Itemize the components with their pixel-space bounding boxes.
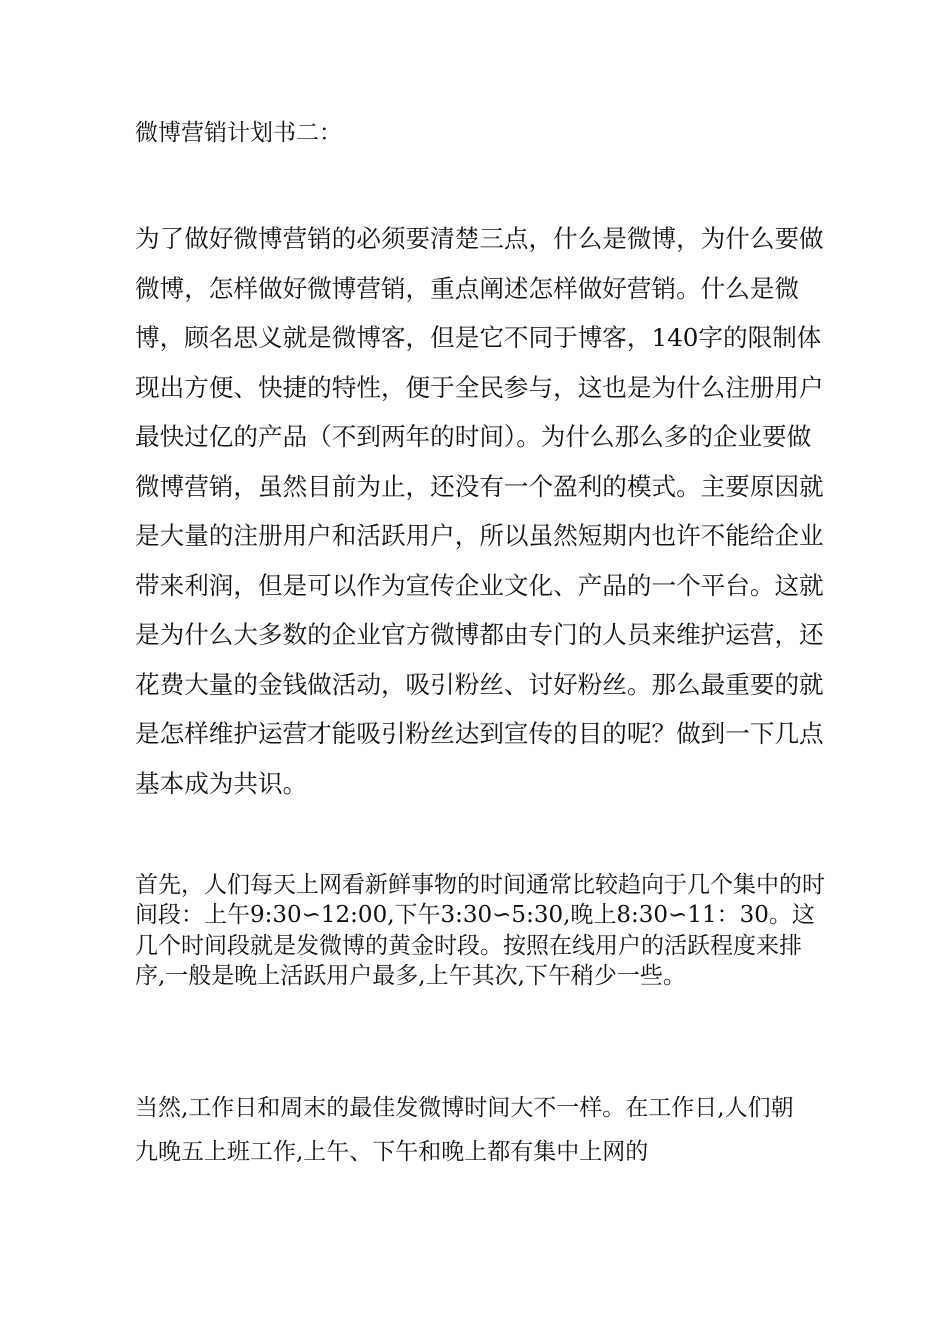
paragraph-intro: 为了做好微博营销的必须要清楚三点，什么是微博，为什么要做微博，怎样做好微博营销，重点阐述怎样做好营销。什么是微博，顾名思义就是微博客，但是它不同于博客，140字的限制体现出方便、快捷的特性，便于全民参与，这也是为什么注册用户最快过亿的产品（不到两年的时间）。为什么那么多的企业要做微博营销，虽然目前为止，还没有一个盈利的模式。主要原因就是大量的注册用户和活跃用户，所以虽然短期内也许不能给企业带来利润，但是可以作为宣传企业文化、产品的一个平台。这就是为什么大多数的企业官方微博都由专门的人员来维护运营，还花费大量的金钱做活动，吸引粉丝、讨好粉丝。那么最重要的就是怎样维护运营才能吸引粉丝达到宣传的目的呢？做到一下几点基本成为共识。 bbox=[135, 224, 824, 798]
paragraph-peak-times: 首先，人们每天上网看新鲜事物的时间通常比较趋向于几个集中的时间段：上午9:30∽12:00,下午3:30∽5:30,晚上8:30∽11：30。这几个时间段就是发微博的黄金时段。按照在线用户的活跃程度来排序,一般是晚上活跃用户最多,上午其次,下午稍少一些。 bbox=[135, 872, 825, 989]
paragraph-weekday-weekend: 当然,工作日和周末的最佳发微博时间大不一样。在工作日,人们朝九晚五上班工作,上午、下午和晚上都有集中上网的 bbox=[135, 1095, 794, 1165]
document-title: 微博营销计划书二： bbox=[135, 120, 342, 146]
